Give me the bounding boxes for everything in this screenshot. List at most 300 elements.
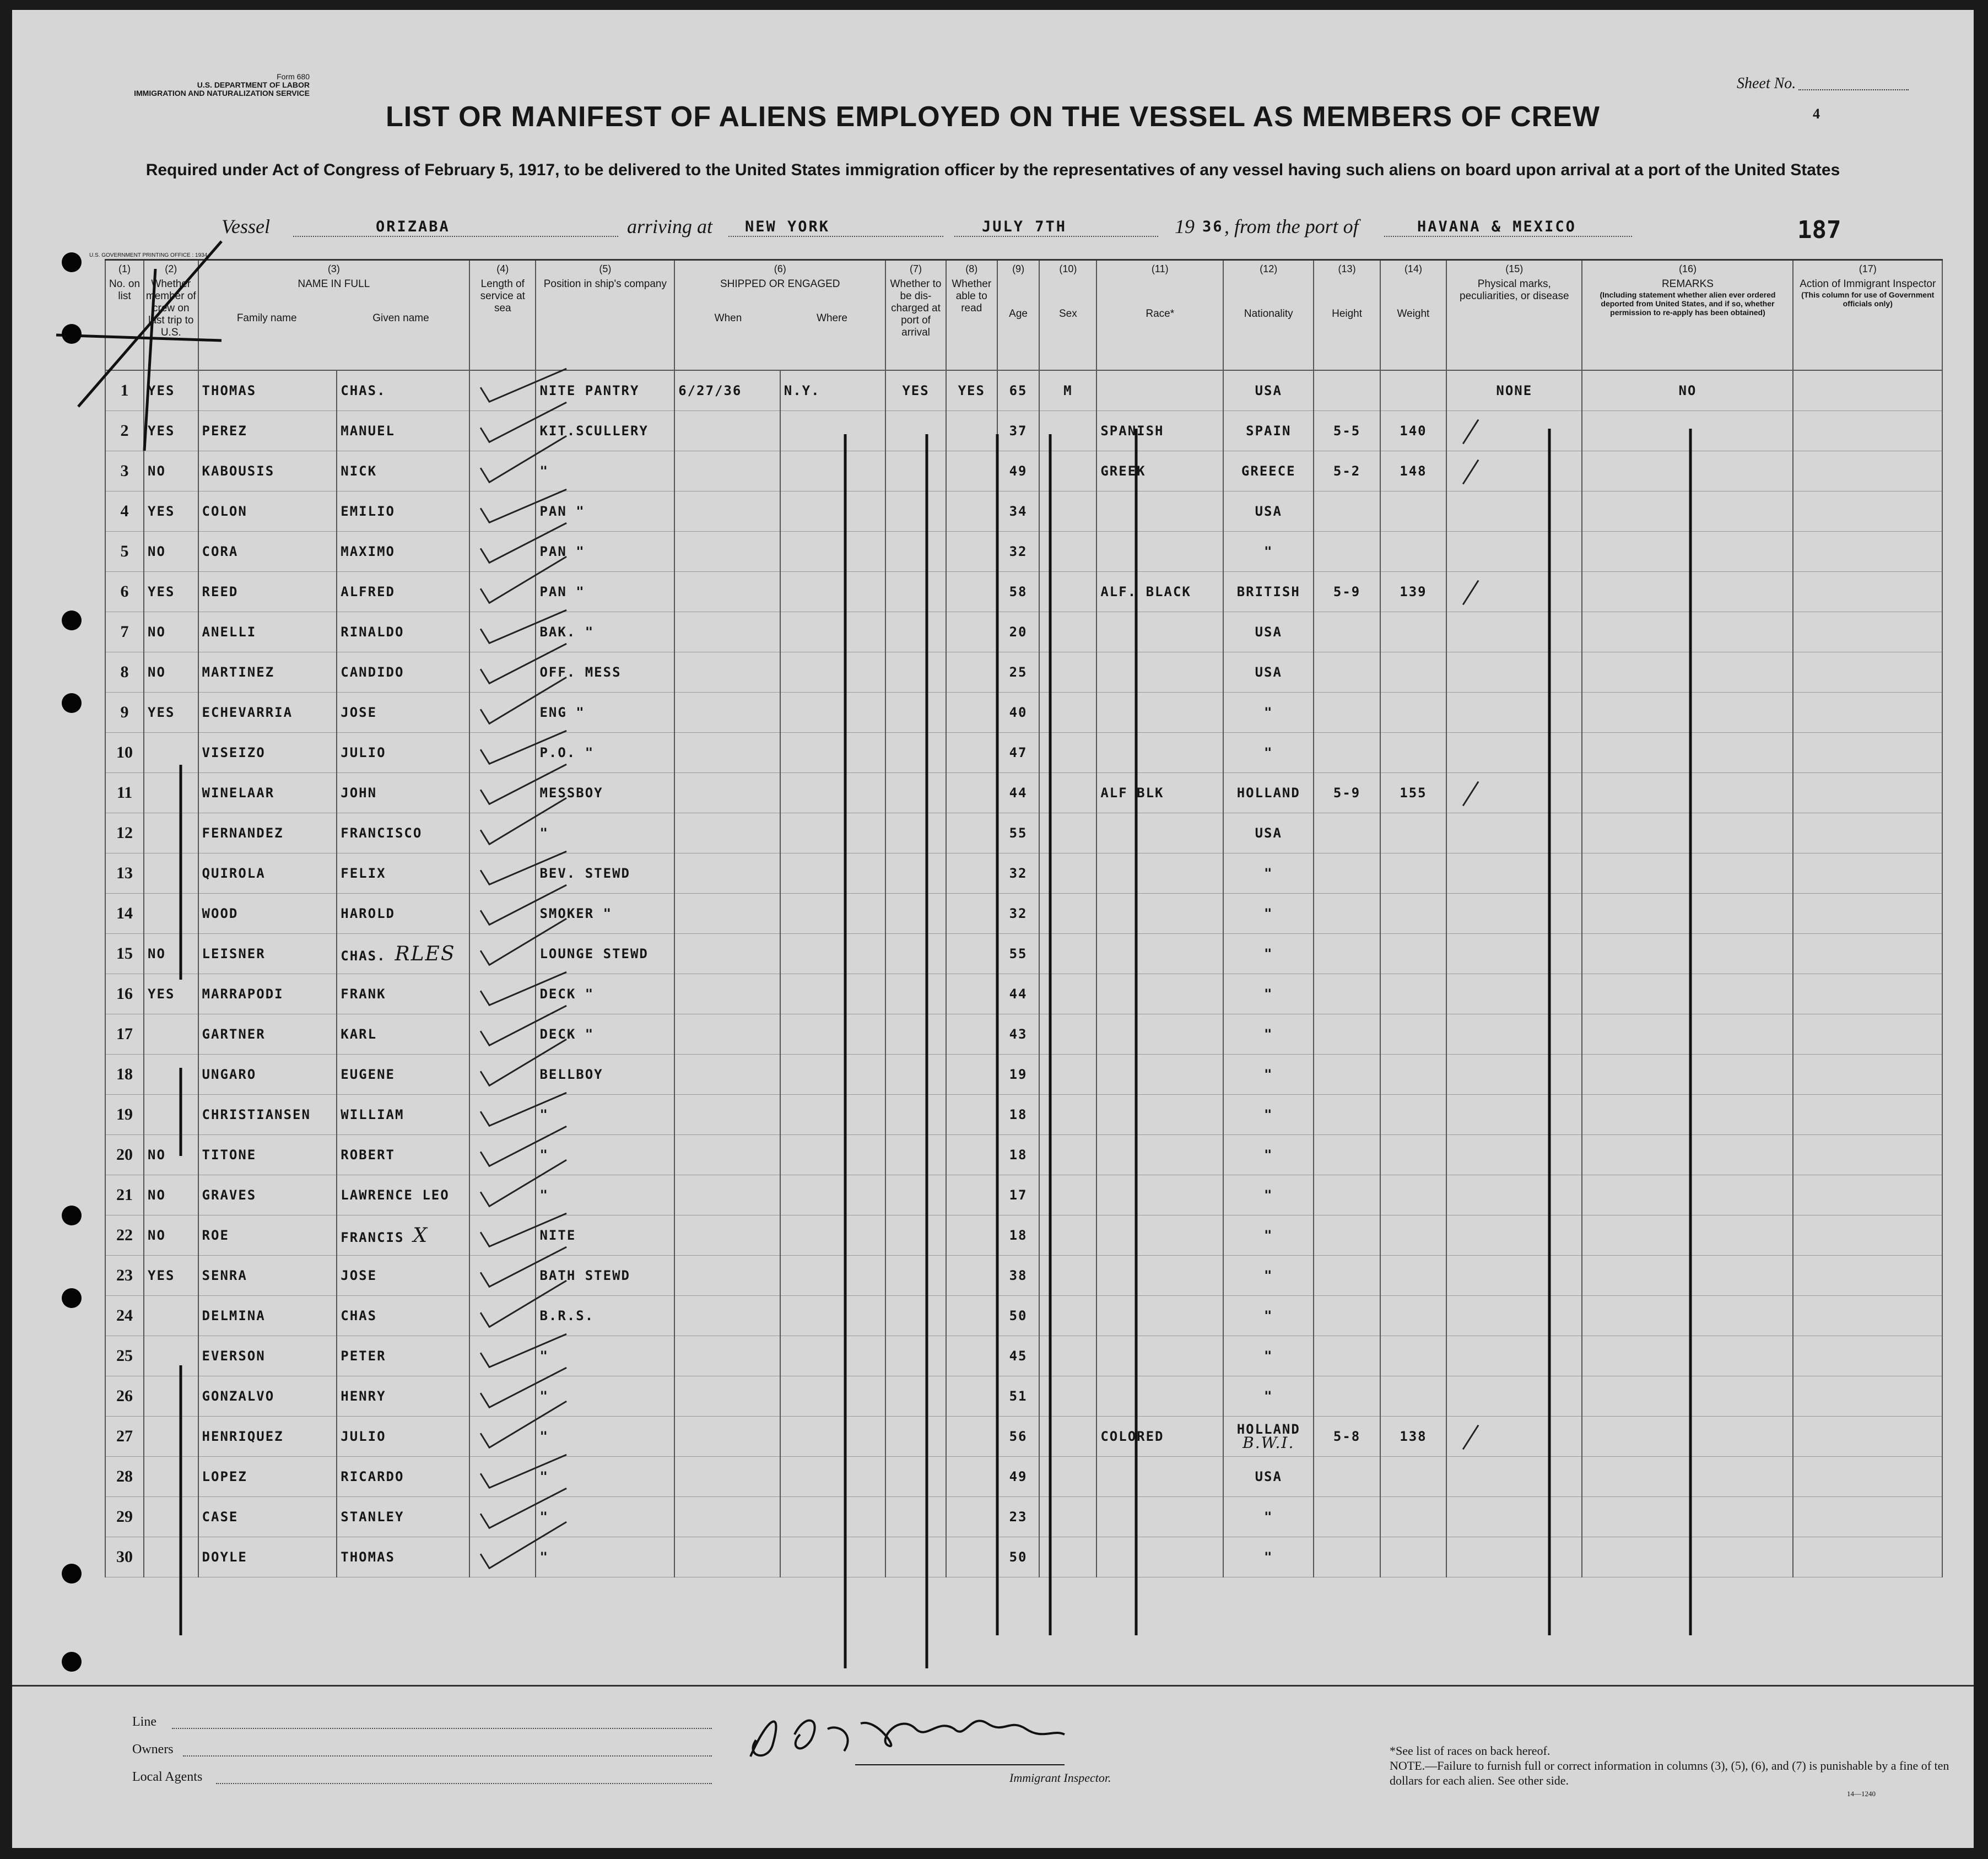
remarks (1582, 853, 1793, 894)
family-name: EVERSON (198, 1336, 337, 1376)
given-name: JULIO (337, 1417, 469, 1457)
sex (1039, 1296, 1096, 1336)
age: 49 (997, 1457, 1040, 1497)
age: 20 (997, 612, 1040, 652)
shipped-when (674, 894, 780, 934)
nationality: " (1223, 532, 1314, 572)
service-length (469, 1537, 536, 1577)
nationality: USA (1223, 1457, 1314, 1497)
nationality: USA (1223, 612, 1314, 652)
race (1096, 1175, 1223, 1215)
height: 5-9 (1314, 572, 1380, 612)
footer-divider (12, 1685, 1974, 1687)
discharge (885, 532, 946, 572)
row-number: 12 (105, 813, 144, 853)
weight (1380, 652, 1446, 693)
prior-crew (144, 1376, 198, 1417)
able-to-read (946, 1095, 997, 1135)
inspector-action (1793, 1376, 1942, 1417)
prior-crew (144, 1095, 198, 1135)
row-number: 26 (105, 1376, 144, 1417)
height: 5-9 (1314, 773, 1380, 813)
weight (1380, 1135, 1446, 1175)
inspector-action (1793, 1417, 1942, 1457)
family-name: LOPEZ (198, 1457, 337, 1497)
race (1096, 934, 1223, 974)
shipped-when (674, 1014, 780, 1055)
given-name: ROBERT (337, 1135, 469, 1175)
arriving-line (728, 236, 943, 237)
given-name: NICK (337, 451, 469, 491)
weight (1380, 1336, 1446, 1376)
discharge (885, 1135, 946, 1175)
height (1314, 934, 1380, 974)
given-name: MAXIMO (337, 532, 469, 572)
service-length (469, 1296, 536, 1336)
discharge (885, 773, 946, 813)
handwritten-annotation: X (413, 1224, 429, 1247)
height (1314, 813, 1380, 853)
manifest-number: 187 (1797, 216, 1841, 244)
from-port-line (1384, 236, 1632, 237)
position: BAK. " (536, 612, 674, 652)
position: NITE PANTRY (536, 370, 674, 411)
remarks (1582, 612, 1793, 652)
discharge (885, 1055, 946, 1095)
col-header: (13) Height (1314, 260, 1380, 371)
physical-marks (1446, 572, 1582, 612)
remarks (1582, 572, 1793, 612)
position: PAN " (536, 572, 674, 612)
form-header (78, 73, 310, 98)
race (1096, 1296, 1223, 1336)
service-length (469, 1336, 536, 1376)
shipped-when (674, 1417, 780, 1457)
shipped-when (674, 1296, 780, 1336)
weight (1380, 733, 1446, 773)
remarks (1582, 1457, 1793, 1497)
discharge (885, 612, 946, 652)
able-to-read (946, 1014, 997, 1055)
table-row (105, 1376, 1942, 1417)
position: SMOKER " (536, 894, 674, 934)
position: " (536, 1497, 674, 1537)
weight (1380, 934, 1446, 974)
weight (1380, 1256, 1446, 1296)
age: 19 (997, 1055, 1040, 1095)
row-number: 4 (105, 491, 144, 532)
table-row (105, 1095, 1942, 1135)
sex (1039, 853, 1096, 894)
nationality: " (1223, 693, 1314, 733)
given-name: CANDIDO (337, 652, 469, 693)
position: " (536, 1336, 674, 1376)
nationality: " (1223, 1095, 1314, 1135)
weight (1380, 1095, 1446, 1135)
discharge (885, 693, 946, 733)
sex (1039, 1095, 1096, 1135)
inspector-action (1793, 1215, 1942, 1256)
table-row (105, 733, 1942, 773)
physical-marks (1446, 934, 1582, 974)
col-header: (16) REMARKS (Including statement whether alien ever ordered deported from United States, and if so, whether permission to re-apply has been obtained) (1582, 260, 1793, 371)
inspector-action (1793, 370, 1942, 411)
family-name: DOYLE (198, 1537, 337, 1577)
sex (1039, 411, 1096, 451)
shipped-where (780, 1175, 886, 1215)
shipped-when (674, 1457, 780, 1497)
table-row (105, 974, 1942, 1014)
discharge (885, 572, 946, 612)
sex (1039, 1055, 1096, 1095)
shipped-when (674, 1135, 780, 1175)
shipped-when (674, 1537, 780, 1577)
service-length (469, 1256, 536, 1296)
given-name: JOHN (337, 773, 469, 813)
col-header: (8) Whether able to read (946, 260, 997, 371)
remarks (1582, 1055, 1793, 1095)
prior-crew: YES (144, 974, 198, 1014)
shipped-when (674, 1175, 780, 1215)
owners-field (183, 1755, 712, 1757)
age: 32 (997, 853, 1040, 894)
given-name: ALFRED (337, 572, 469, 612)
sex (1039, 773, 1096, 813)
table-row (105, 1417, 1942, 1457)
sheet-label: Sheet No. (1737, 75, 1796, 92)
inspector-action (1793, 491, 1942, 532)
sex (1039, 1135, 1096, 1175)
given-name: EUGENE (337, 1055, 469, 1095)
nationality: " (1223, 1135, 1314, 1175)
sex (1039, 612, 1096, 652)
given-name: PETER (337, 1336, 469, 1376)
sex (1039, 733, 1096, 773)
printer-line: U.S. GOVERNMENT PRINTING OFFICE : 1934 (89, 252, 208, 258)
from-port: HAVANA & MEXICO (1417, 218, 1576, 235)
weight (1380, 1296, 1446, 1336)
prior-crew: NO (144, 612, 198, 652)
height (1314, 733, 1380, 773)
discharge (885, 733, 946, 773)
physical-marks (1446, 1256, 1582, 1296)
position: KIT.SCULLERY (536, 411, 674, 451)
given-name: STANLEY (337, 1497, 469, 1537)
remarks: NO (1582, 370, 1793, 411)
service-length (469, 1417, 536, 1457)
height (1314, 894, 1380, 934)
physical-marks (1446, 1135, 1582, 1175)
race (1096, 894, 1223, 934)
age: 23 (997, 1497, 1040, 1537)
binder-hole (62, 1206, 82, 1225)
shipped-when (674, 1215, 780, 1256)
sheet-number-line (1798, 89, 1909, 90)
given-name: RICARDO (337, 1457, 469, 1497)
shipped-where (780, 1336, 886, 1376)
shipped-where (780, 411, 886, 451)
able-to-read (946, 693, 997, 733)
age: 58 (997, 572, 1040, 612)
prior-crew: NO (144, 451, 198, 491)
table-row (105, 451, 1942, 491)
sex (1039, 1457, 1096, 1497)
inspector-action (1793, 612, 1942, 652)
age: 44 (997, 773, 1040, 813)
shipped-where (780, 1256, 886, 1296)
binder-hole (62, 610, 82, 630)
inspector-action (1793, 451, 1942, 491)
arrival-date: JULY 7TH (982, 218, 1067, 235)
inspector-action (1793, 1014, 1942, 1055)
shipped-when (674, 853, 780, 894)
family-name: UNGARO (198, 1055, 337, 1095)
footer-note (1390, 1743, 1952, 1788)
position: PAN " (536, 491, 674, 532)
family-name: MARRAPODI (198, 974, 337, 1014)
given-name: LAWRENCE LEO (337, 1175, 469, 1215)
height (1314, 693, 1380, 733)
shipped-where (780, 612, 886, 652)
local-agents-field (216, 1783, 712, 1784)
weight (1380, 1497, 1446, 1537)
prior-crew (144, 1336, 198, 1376)
inspector-action (1793, 1256, 1942, 1296)
table-row (105, 934, 1942, 974)
remarks (1582, 652, 1793, 693)
physical-marks (1446, 1215, 1582, 1256)
remarks (1582, 1376, 1793, 1417)
table-row (105, 1175, 1942, 1215)
discharge: YES (885, 370, 946, 411)
sex (1039, 1537, 1096, 1577)
discharge (885, 894, 946, 934)
able-to-read (946, 652, 997, 693)
discharge (885, 813, 946, 853)
discharge (885, 1457, 946, 1497)
physical-marks (1446, 491, 1582, 532)
physical-marks (1446, 1417, 1582, 1457)
sex (1039, 1497, 1096, 1537)
physical-marks (1446, 1014, 1582, 1055)
col-header: (4) Length of service at sea (469, 260, 536, 371)
row-number: 7 (105, 612, 144, 652)
inspector-action (1793, 813, 1942, 853)
row-number: 17 (105, 1014, 144, 1055)
given-name: KARL (337, 1014, 469, 1055)
position: " (536, 1175, 674, 1215)
row-number: 21 (105, 1175, 144, 1215)
family-name: HENRIQUEZ (198, 1417, 337, 1457)
shipped-where (780, 733, 886, 773)
col-header: (6) SHIPPED OR ENGAGED When Where (674, 260, 885, 371)
age: 51 (997, 1376, 1040, 1417)
service-length (469, 1014, 536, 1055)
height (1314, 1457, 1380, 1497)
race (1096, 491, 1223, 532)
service-length (469, 572, 536, 612)
physical-marks (1446, 693, 1582, 733)
row-number: 8 (105, 652, 144, 693)
inspector-action (1793, 1296, 1942, 1336)
height (1314, 1135, 1380, 1175)
col-header: (2) Whether member of crew on last trip to U.S. (144, 260, 198, 371)
sex (1039, 491, 1096, 532)
position: BEV. STEWD (536, 853, 674, 894)
remarks (1582, 773, 1793, 813)
row-number: 5 (105, 532, 144, 572)
physical-marks (1446, 532, 1582, 572)
race (1096, 813, 1223, 853)
shipped-where (780, 1537, 886, 1577)
service-length (469, 612, 536, 652)
weight (1380, 532, 1446, 572)
family-name: CHRISTIANSEN (198, 1095, 337, 1135)
table-row (105, 1256, 1942, 1296)
able-to-read (946, 853, 997, 894)
row-number: 15 (105, 934, 144, 974)
nationality: USA (1223, 370, 1314, 411)
nationality: " (1223, 1336, 1314, 1376)
form-number: Form 680 (277, 72, 310, 81)
service-length (469, 1135, 536, 1175)
col-header: (17) Action of Immigrant Inspector (This column for use of Government officials only) (1793, 260, 1942, 371)
height (1314, 532, 1380, 572)
shipped-when (674, 813, 780, 853)
col-header: (14) Weight (1380, 260, 1446, 371)
table-row (105, 813, 1942, 853)
race (1096, 612, 1223, 652)
prior-crew (144, 894, 198, 934)
given-name: HAROLD (337, 894, 469, 934)
height (1314, 1256, 1380, 1296)
prior-crew (144, 773, 198, 813)
sex (1039, 1376, 1096, 1417)
family-name: GONZALVO (198, 1376, 337, 1417)
shipped-where (780, 934, 886, 974)
document-subtitle: Required under Act of Congress of February 5, 1917, to be delivered to the United States immigration officer by the representatives of any vessel having such aliens on board upon arrival at a port of the United States (145, 161, 1840, 179)
nationality: " (1223, 1296, 1314, 1336)
remarks (1582, 1215, 1793, 1256)
shipped-when (674, 532, 780, 572)
shipped-when (674, 612, 780, 652)
shipped-when (674, 1055, 780, 1095)
position: BATH STEWD (536, 1256, 674, 1296)
position: OFF. MESS (536, 652, 674, 693)
nationality: " (1223, 853, 1314, 894)
able-to-read (946, 894, 997, 934)
shipped-where (780, 1135, 886, 1175)
age: 43 (997, 1014, 1040, 1055)
race: ALF. BLACK (1096, 572, 1223, 612)
sex (1039, 1175, 1096, 1215)
remarks (1582, 1537, 1793, 1577)
service-length (469, 934, 536, 974)
physical-marks (1446, 773, 1582, 813)
age: 18 (997, 1215, 1040, 1256)
row-number: 27 (105, 1417, 144, 1457)
remarks (1582, 813, 1793, 853)
remarks (1582, 491, 1793, 532)
inspector-action (1793, 974, 1942, 1014)
age: 56 (997, 1417, 1040, 1457)
sex (1039, 974, 1096, 1014)
inspector-signature (734, 1696, 1076, 1773)
able-to-read (946, 1457, 997, 1497)
able-to-read (946, 1497, 997, 1537)
row-number: 16 (105, 974, 144, 1014)
able-to-read (946, 1055, 997, 1095)
note-prefix: NOTE. (1390, 1759, 1425, 1772)
sheet-page: 4 (1813, 106, 1820, 122)
col-header: (7) Whether to be dis-charged at port of arrival (885, 260, 946, 371)
race: ALF BLK (1096, 773, 1223, 813)
race (1096, 1095, 1223, 1135)
prior-crew: YES (144, 370, 198, 411)
inspector-label: Immigrant Inspector. (1009, 1771, 1111, 1785)
physical-marks (1446, 1336, 1582, 1376)
note-text: —Failure to furnish full or correct information in columns (3), (5), (6), and (7) is punishable by a fine of ten dollars for each alien. See other side. (1390, 1759, 1949, 1787)
race (1096, 974, 1223, 1014)
given-name: JOSE (337, 693, 469, 733)
table-row (105, 612, 1942, 652)
family-name: CORA (198, 532, 337, 572)
vessel-label: Vessel (222, 215, 270, 237)
row-number: 9 (105, 693, 144, 733)
position: DECK " (536, 1014, 674, 1055)
discharge (885, 451, 946, 491)
row-number: 18 (105, 1055, 144, 1095)
position: " (536, 1376, 674, 1417)
table-row (105, 411, 1942, 451)
weight (1380, 974, 1446, 1014)
shipped-when (674, 491, 780, 532)
row-number: 13 (105, 853, 144, 894)
family-name: TITONE (198, 1135, 337, 1175)
given-name: RINALDO (337, 612, 469, 652)
col-header: (12) Nationality (1223, 260, 1314, 371)
weight: 139 (1380, 572, 1446, 612)
owners-label: Owners (132, 1742, 174, 1757)
table-row (105, 532, 1942, 572)
table-row (105, 1135, 1942, 1175)
table-row (105, 652, 1942, 693)
able-to-read (946, 1256, 997, 1296)
sex (1039, 894, 1096, 934)
remarks (1582, 1256, 1793, 1296)
height: 5-2 (1314, 451, 1380, 491)
table-row (105, 1215, 1942, 1256)
race (1096, 1336, 1223, 1376)
family-name: ECHEVARRIA (198, 693, 337, 733)
weight (1380, 1014, 1446, 1055)
remarks (1582, 894, 1793, 934)
nationality: " (1223, 1256, 1314, 1296)
family-name: QUIROLA (198, 853, 337, 894)
year-prefix: 19 (1175, 215, 1195, 237)
race (1096, 370, 1223, 411)
nationality: " (1223, 1055, 1314, 1095)
physical-marks (1446, 411, 1582, 451)
discharge (885, 1376, 946, 1417)
service-name: IMMIGRATION AND NATURALIZATION SERVICE (134, 89, 310, 98)
race (1096, 1457, 1223, 1497)
family-name: GARTNER (198, 1014, 337, 1055)
table-row (105, 1014, 1942, 1055)
binder-hole (62, 252, 82, 272)
inspector-action (1793, 934, 1942, 974)
race (1096, 733, 1223, 773)
